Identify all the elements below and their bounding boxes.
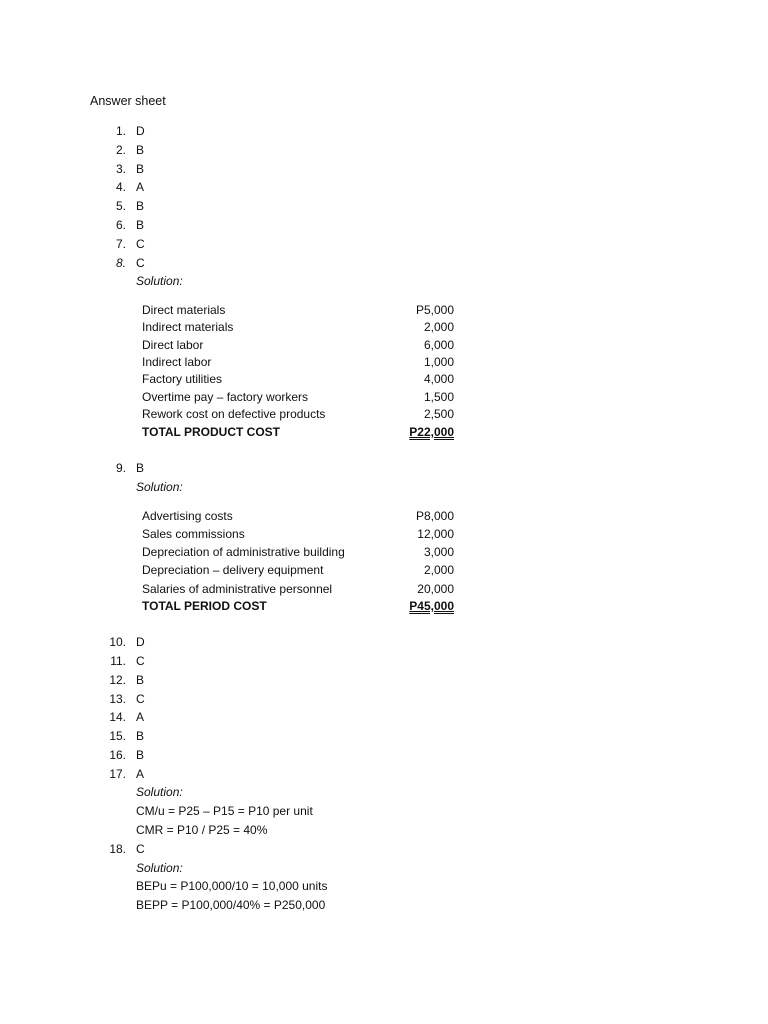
- table-row: [142, 406, 464, 422]
- row-amount: 6,000: [423, 338, 454, 352]
- answer-item: [100, 255, 500, 271]
- row-label: Sales commissions: [142, 527, 245, 541]
- table-row: [142, 562, 464, 578]
- answer-number: 17.: [109, 767, 126, 781]
- answer-letter: B: [136, 162, 145, 176]
- answer-number: 18.: [109, 842, 126, 856]
- answer-letter: B: [136, 199, 145, 213]
- answer-number: 5.: [115, 199, 126, 213]
- page-title: Answer sheet: [90, 94, 166, 108]
- answer-letter: C: [136, 654, 145, 668]
- row-amount: 4,000: [423, 372, 454, 386]
- row-label: Indirect labor: [142, 355, 212, 369]
- solution-label: Solution:: [136, 274, 183, 288]
- total-label: TOTAL PRODUCT COST: [142, 425, 280, 439]
- answer-number: 12.: [109, 673, 126, 687]
- formula-line: BEPP = P100,000/40% = P250,000: [136, 898, 326, 912]
- answer-item: [100, 691, 500, 707]
- row-amount: 1,000: [423, 355, 454, 369]
- solution-label: Solution:: [136, 861, 183, 875]
- total-row: [142, 598, 464, 614]
- answer-item: [100, 217, 500, 233]
- answer-item: [100, 709, 500, 725]
- row-amount: P8,000: [415, 509, 454, 523]
- table-row: [142, 319, 464, 335]
- table-row: [142, 302, 464, 318]
- table-row: [142, 371, 464, 387]
- answer-number: 4.: [115, 180, 126, 194]
- row-label: Direct materials: [142, 303, 226, 317]
- row-label: Indirect materials: [142, 320, 234, 334]
- formula-line: CM/u = P25 – P15 = P10 per unit: [136, 804, 313, 818]
- answer-letter: C: [136, 692, 145, 706]
- answer-letter: C: [136, 256, 145, 270]
- answer-letter: B: [136, 143, 145, 157]
- table-row: [142, 389, 464, 405]
- answer-item: [100, 841, 500, 857]
- row-label: Advertising costs: [142, 509, 233, 523]
- row-amount: 1,500: [423, 390, 454, 404]
- row-amount: P5,000: [415, 303, 454, 317]
- answer-number: 9.: [115, 461, 126, 475]
- answer-number: 6.: [115, 218, 126, 232]
- answer-letter: B: [136, 218, 145, 232]
- total-row: [142, 424, 464, 440]
- answer-letter: A: [136, 710, 145, 724]
- answer-item: [100, 179, 500, 195]
- row-label: Factory utilities: [142, 372, 223, 386]
- table-row: [142, 581, 464, 597]
- answer-item: [100, 123, 500, 139]
- row-label: Rework cost on defective products: [142, 407, 326, 421]
- answer-item: [100, 460, 500, 476]
- row-amount: 2,000: [423, 320, 454, 334]
- row-label: Salaries of administrative personnel: [142, 582, 333, 596]
- answer-letter: B: [136, 673, 145, 687]
- row-label: Depreciation of administrative building: [142, 545, 345, 559]
- answer-item: [100, 672, 500, 688]
- answer-number: 11.: [110, 654, 126, 668]
- row-label: Depreciation – delivery equipment: [142, 563, 324, 577]
- answer-item: [100, 142, 500, 158]
- formula-line: CMR = P10 / P25 = 40%: [136, 823, 268, 837]
- row-amount: 3,000: [423, 545, 454, 559]
- row-label: Direct labor: [142, 338, 204, 352]
- total-amount: P45,000: [409, 599, 454, 613]
- answer-number: 13.: [109, 692, 126, 706]
- answer-item: [100, 198, 500, 214]
- answer-item: [100, 653, 500, 669]
- answer-letter: D: [136, 635, 145, 649]
- answer-number: 15.: [109, 729, 126, 743]
- formula-line: BEPu = P100,000/10 = 10,000 units: [136, 879, 328, 893]
- answer-number: 8.: [115, 256, 126, 270]
- table-row: [142, 354, 464, 370]
- total-label: TOTAL PERIOD COST: [142, 599, 267, 613]
- answer-number: 10.: [109, 635, 126, 649]
- answer-item: [100, 634, 500, 650]
- total-amount: P22,000: [409, 425, 454, 439]
- answer-item: [100, 747, 500, 763]
- answer-letter: C: [136, 237, 145, 251]
- answer-number: 14.: [109, 710, 126, 724]
- table-row: [142, 544, 464, 560]
- answer-item: [100, 161, 500, 177]
- answer-item: [100, 728, 500, 744]
- row-amount: 12,000: [417, 527, 454, 541]
- table-row: [142, 337, 464, 353]
- row-amount: 20,000: [417, 582, 454, 596]
- solution-label: Solution:: [136, 785, 183, 799]
- answer-item: [100, 766, 500, 782]
- table-row: [142, 508, 464, 524]
- answer-letter: D: [136, 124, 145, 138]
- answer-number: 2.: [115, 143, 126, 157]
- answer-number: 1.: [115, 124, 126, 138]
- solution-label: Solution:: [136, 480, 183, 494]
- answer-letter: C: [136, 842, 145, 856]
- row-amount: 2,500: [423, 407, 454, 421]
- row-amount: 2,000: [423, 563, 454, 577]
- answer-number: 16.: [109, 748, 126, 762]
- answer-letter: A: [136, 767, 145, 781]
- answer-letter: B: [136, 729, 145, 743]
- answer-letter: A: [136, 180, 145, 194]
- answer-letter: B: [136, 748, 145, 762]
- answer-number: 3.: [115, 162, 126, 176]
- answer-item: [100, 236, 500, 252]
- answer-letter: B: [136, 461, 145, 475]
- row-label: Overtime pay – factory workers: [142, 390, 309, 404]
- table-row: [142, 526, 464, 542]
- answer-number: 7.: [115, 237, 126, 251]
